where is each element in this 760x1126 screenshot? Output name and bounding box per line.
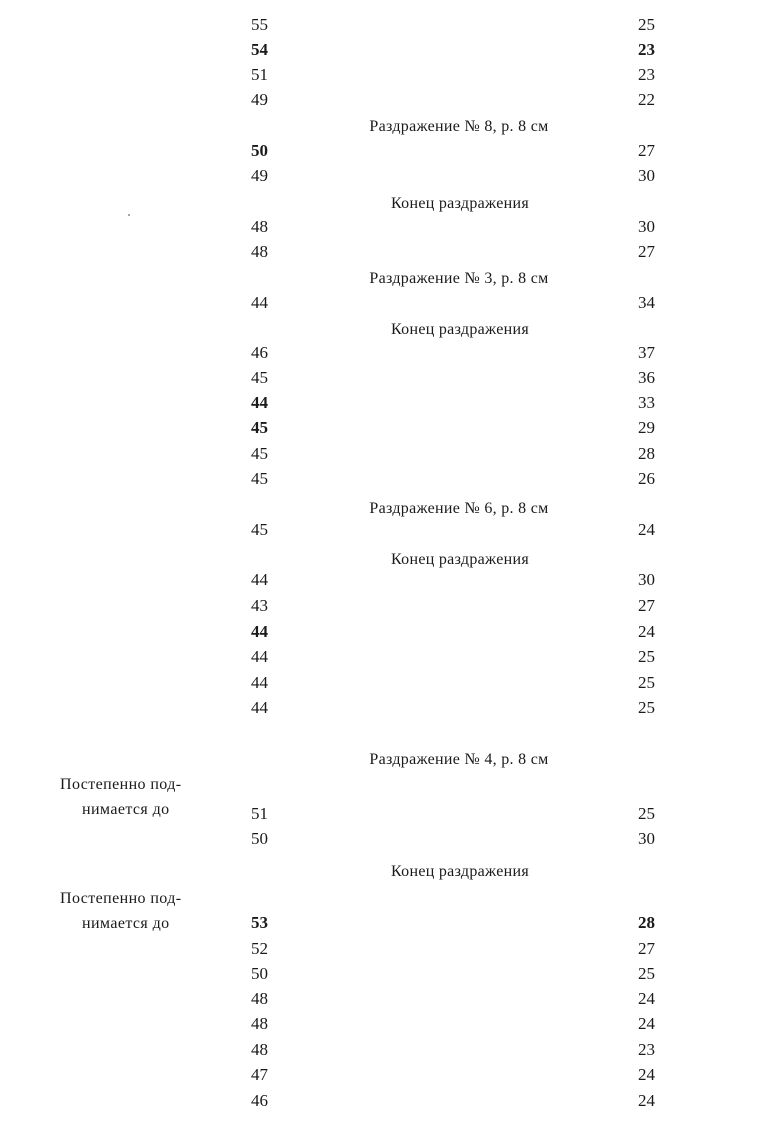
table-row <box>0 165 760 190</box>
table-row <box>0 39 760 64</box>
stimulation-label: Раздражение № 8, р. 8 см <box>369 118 549 135</box>
right-value: 28 <box>638 913 655 932</box>
left-value: 49 <box>251 90 268 109</box>
right-value: 30 <box>638 166 655 185</box>
right-value: 23 <box>638 65 655 84</box>
end-stimulation-label: Конец раздражения <box>390 321 529 338</box>
note-line-1: Постепенно под- <box>60 890 182 907</box>
table-row <box>0 468 760 493</box>
left-value: 44 <box>251 673 268 692</box>
note-line-2: нимается до <box>82 801 170 818</box>
table-row <box>0 963 760 988</box>
note-line-2: нимается до <box>82 915 170 932</box>
table-row <box>0 621 760 646</box>
right-value: 24 <box>638 1014 655 1033</box>
right-value: 23 <box>638 1040 655 1059</box>
left-value: 49 <box>251 166 268 185</box>
table-row <box>0 1064 760 1089</box>
left-value: 44 <box>251 698 268 717</box>
table-row <box>0 988 760 1013</box>
stimulation-label: Раздражение № 3, р. 8 см <box>369 270 549 287</box>
left-value: 44 <box>251 393 268 412</box>
table-row <box>0 14 760 39</box>
right-value: 24 <box>638 989 655 1008</box>
table-row <box>0 64 760 89</box>
right-value: 24 <box>638 622 655 641</box>
right-value: 30 <box>638 570 655 589</box>
left-value: 48 <box>251 1040 268 1059</box>
table-row <box>0 417 760 442</box>
left-value: 45 <box>251 469 268 488</box>
table-row <box>0 89 760 114</box>
right-value: 25 <box>638 673 655 692</box>
left-value: 55 <box>251 15 268 34</box>
right-value: 24 <box>638 520 655 539</box>
table-row <box>0 519 760 544</box>
right-value: 25 <box>638 15 655 34</box>
right-value: 34 <box>638 293 655 312</box>
left-value: 51 <box>251 65 268 84</box>
table-row <box>0 140 760 165</box>
right-value: 24 <box>638 1065 655 1084</box>
left-value: 46 <box>251 1091 268 1110</box>
end-stimulation-label: Конец раздражения <box>390 195 529 212</box>
left-value: 48 <box>251 242 268 261</box>
left-value: 45 <box>251 444 268 463</box>
table-row <box>0 672 760 697</box>
right-value: 27 <box>638 242 655 261</box>
stimulation-label: Раздражение № 6, р. 8 см <box>369 500 549 517</box>
left-value: 44 <box>251 622 268 641</box>
table-row <box>0 646 760 671</box>
table-row <box>0 828 760 853</box>
left-value: 50 <box>251 964 268 983</box>
left-value: 50 <box>251 829 268 848</box>
table-row <box>0 216 760 241</box>
right-value: 33 <box>638 393 655 412</box>
right-value: 25 <box>638 647 655 666</box>
left-value: 48 <box>251 1014 268 1033</box>
table-row <box>0 392 760 417</box>
left-value: 51 <box>251 804 268 823</box>
left-value: 45 <box>251 418 268 437</box>
note-line-1: Постепенно под- <box>60 776 182 793</box>
left-value: 52 <box>251 939 268 958</box>
table-row <box>0 803 760 828</box>
right-value: 30 <box>638 829 655 848</box>
table-row <box>0 1013 760 1038</box>
right-value: 22 <box>638 90 655 109</box>
table-row <box>0 241 760 266</box>
left-value: 50 <box>251 141 268 160</box>
end-stimulation-label: Конец раздражения <box>390 863 529 880</box>
table-row <box>0 367 760 392</box>
left-value: 44 <box>251 570 268 589</box>
table-row <box>0 1039 760 1064</box>
left-value: 48 <box>251 989 268 1008</box>
table-row <box>0 443 760 468</box>
right-value: 27 <box>638 939 655 958</box>
left-value: 53 <box>251 913 268 932</box>
right-value: 24 <box>638 1091 655 1110</box>
table-row <box>0 569 760 594</box>
right-value: 29 <box>638 418 655 437</box>
right-value: 25 <box>638 964 655 983</box>
left-value: 54 <box>251 40 268 59</box>
table-row <box>0 1090 760 1115</box>
table-row <box>0 938 760 963</box>
right-value: 23 <box>638 40 655 59</box>
right-value: 25 <box>638 698 655 717</box>
right-value: 27 <box>638 141 655 160</box>
right-value: 25 <box>638 804 655 823</box>
right-value: 37 <box>638 343 655 362</box>
stimulation-label: Раздражение № 4, р. 8 см <box>369 751 549 768</box>
left-value: 47 <box>251 1065 268 1084</box>
left-value: 46 <box>251 343 268 362</box>
table-row <box>0 342 760 367</box>
right-value: 28 <box>638 444 655 463</box>
right-value: 26 <box>638 469 655 488</box>
table-row <box>0 912 760 937</box>
left-value: 44 <box>251 293 268 312</box>
left-value: 45 <box>251 368 268 387</box>
left-value: 48 <box>251 217 268 236</box>
table-row <box>0 595 760 620</box>
end-stimulation-label: Конец раздражения <box>390 551 529 568</box>
right-value: 36 <box>638 368 655 387</box>
right-value: 27 <box>638 596 655 615</box>
left-value: 43 <box>251 596 268 615</box>
left-value: 44 <box>251 647 268 666</box>
table-row <box>0 697 760 722</box>
right-value: 30 <box>638 217 655 236</box>
left-value: 45 <box>251 520 268 539</box>
table-row <box>0 292 760 317</box>
